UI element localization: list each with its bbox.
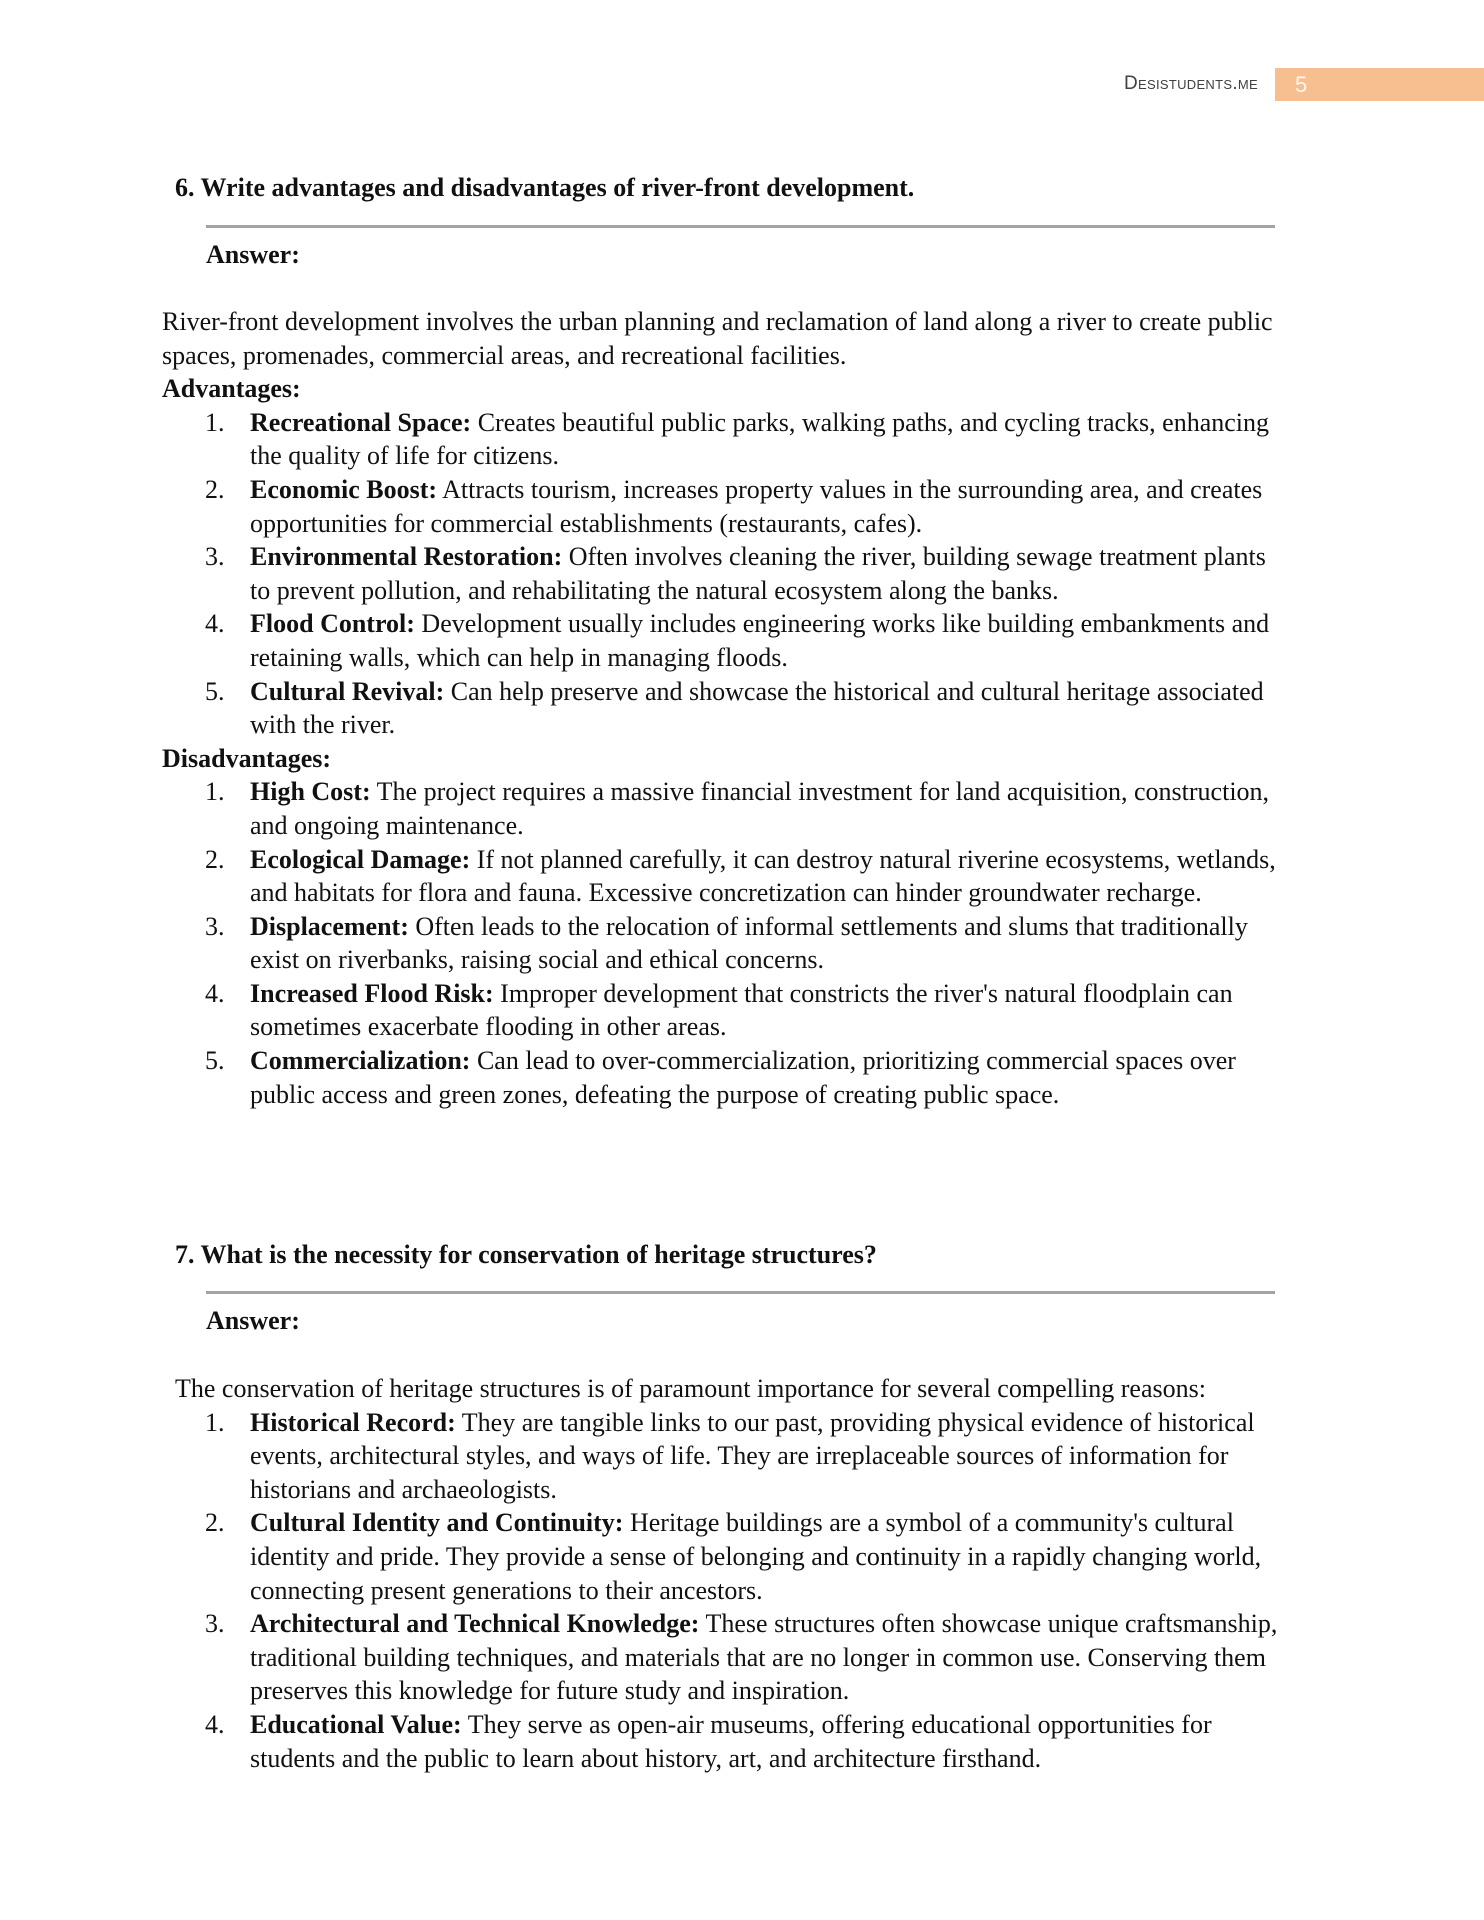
list-item: 2. Ecological Damage: If not planned carefully, it can destroy natural riverine ecosystems, wetlands, and habitats for flora and fauna. Excessive concretization can hinder groundwater recharge. bbox=[205, 844, 1276, 908]
advantages-label: Advantages: bbox=[162, 374, 301, 404]
list-item: 3. Displacement: Often leads to the relocation of informal settlements and slums that traditionally exist on riverbanks, raising social and ethical concerns. bbox=[205, 911, 1248, 975]
list-item: 1. Recreational Space: Creates beautiful public parks, walking paths, and cycling tracks, enhancing the quality of life for citizens. bbox=[205, 407, 1270, 471]
question-6-heading: 6. Write advantages and disadvantages of river-front development. bbox=[175, 173, 915, 202]
disadvantages-label: Disadvantages: bbox=[162, 743, 332, 773]
divider-rule bbox=[206, 225, 1275, 228]
question-6-answer-body bbox=[162, 305, 1292, 1111]
list-item: 2. Economic Boost: Attracts tourism, increases property values in the surrounding area, and creates opportunities for commercial establishments (restaurants, cafes). bbox=[205, 474, 1263, 538]
site-name: Desistudents.me bbox=[1123, 73, 1258, 94]
list-item: 3. Architectural and Technical Knowledge: These structures often showcase unique craftsmanship, traditional building techniques, and materials that are no longer in common use. Conserving them preserves this knowledge for future study and inspiration. bbox=[205, 1609, 1278, 1706]
intro-paragraph: River-front development involves the urban planning and reclamation of land along a river to create public spaces, promenades, commercial areas, and recreational facilities. bbox=[162, 307, 1273, 370]
question-7-heading: 7. What is the necessity for conservation of heritage structures? bbox=[175, 1240, 877, 1269]
list-item: 5. Cultural Revival: Can help preserve and showcase the historical and cultural heritage associated with the river. bbox=[205, 676, 1264, 740]
list-item: 4. Educational Value: They serve as open-air museums, offering educational opportunities for students and the public to learn about history, art, and architecture firsthand. bbox=[205, 1709, 1212, 1773]
list-item: 4. Flood Control: Development usually includes engineering works like building embankments and retaining walls, which can help in managing floods. bbox=[205, 609, 1270, 672]
advantages-list bbox=[162, 406, 1292, 742]
list-item: 4. Increased Flood Risk: Improper development that constricts the river's natural floodplain can sometimes exacerbate flooding in other areas. bbox=[205, 978, 1233, 1042]
divider-rule bbox=[206, 1291, 1275, 1294]
list-item: 1. High Cost: The project requires a massive financial investment for land acquisition, construction, and ongoing maintenance. bbox=[205, 777, 1270, 840]
answer-label: Answer: bbox=[206, 240, 300, 269]
list-item: 2. Cultural Identity and Continuity: Heritage buildings are a symbol of a community's cultural identity and pride. They provide a sense of belonging and continuity in a rapidly changing world, connecting present generations to their ancestors. bbox=[205, 1508, 1262, 1605]
reasons-list bbox=[162, 1406, 1295, 1776]
question-7-answer-body bbox=[175, 1372, 1295, 1775]
disadvantages-list bbox=[162, 775, 1292, 1111]
intro-paragraph: The conservation of heritage structures is of paramount importance for several compelling reasons: bbox=[175, 1374, 1206, 1403]
list-item: 5. Commercialization: Can lead to over-commercialization, prioritizing commercial spaces over public access and green zones, defeating the purpose of creating public space. bbox=[205, 1046, 1236, 1109]
answer-label: Answer: bbox=[206, 1306, 300, 1335]
page-number-badge: 5 bbox=[1275, 68, 1484, 101]
list-item: 3. Environmental Restoration: Often involves cleaning the river, building sewage treatment plants to prevent pollution, and rehabilitating the natural ecosystem along the banks. bbox=[205, 542, 1266, 605]
list-item: 1. Historical Record: They are tangible links to our past, providing physical evidence of historical events, architectural styles, and ways of life. They are irreplaceable sources of information for historians and archaeologists. bbox=[205, 1407, 1255, 1504]
